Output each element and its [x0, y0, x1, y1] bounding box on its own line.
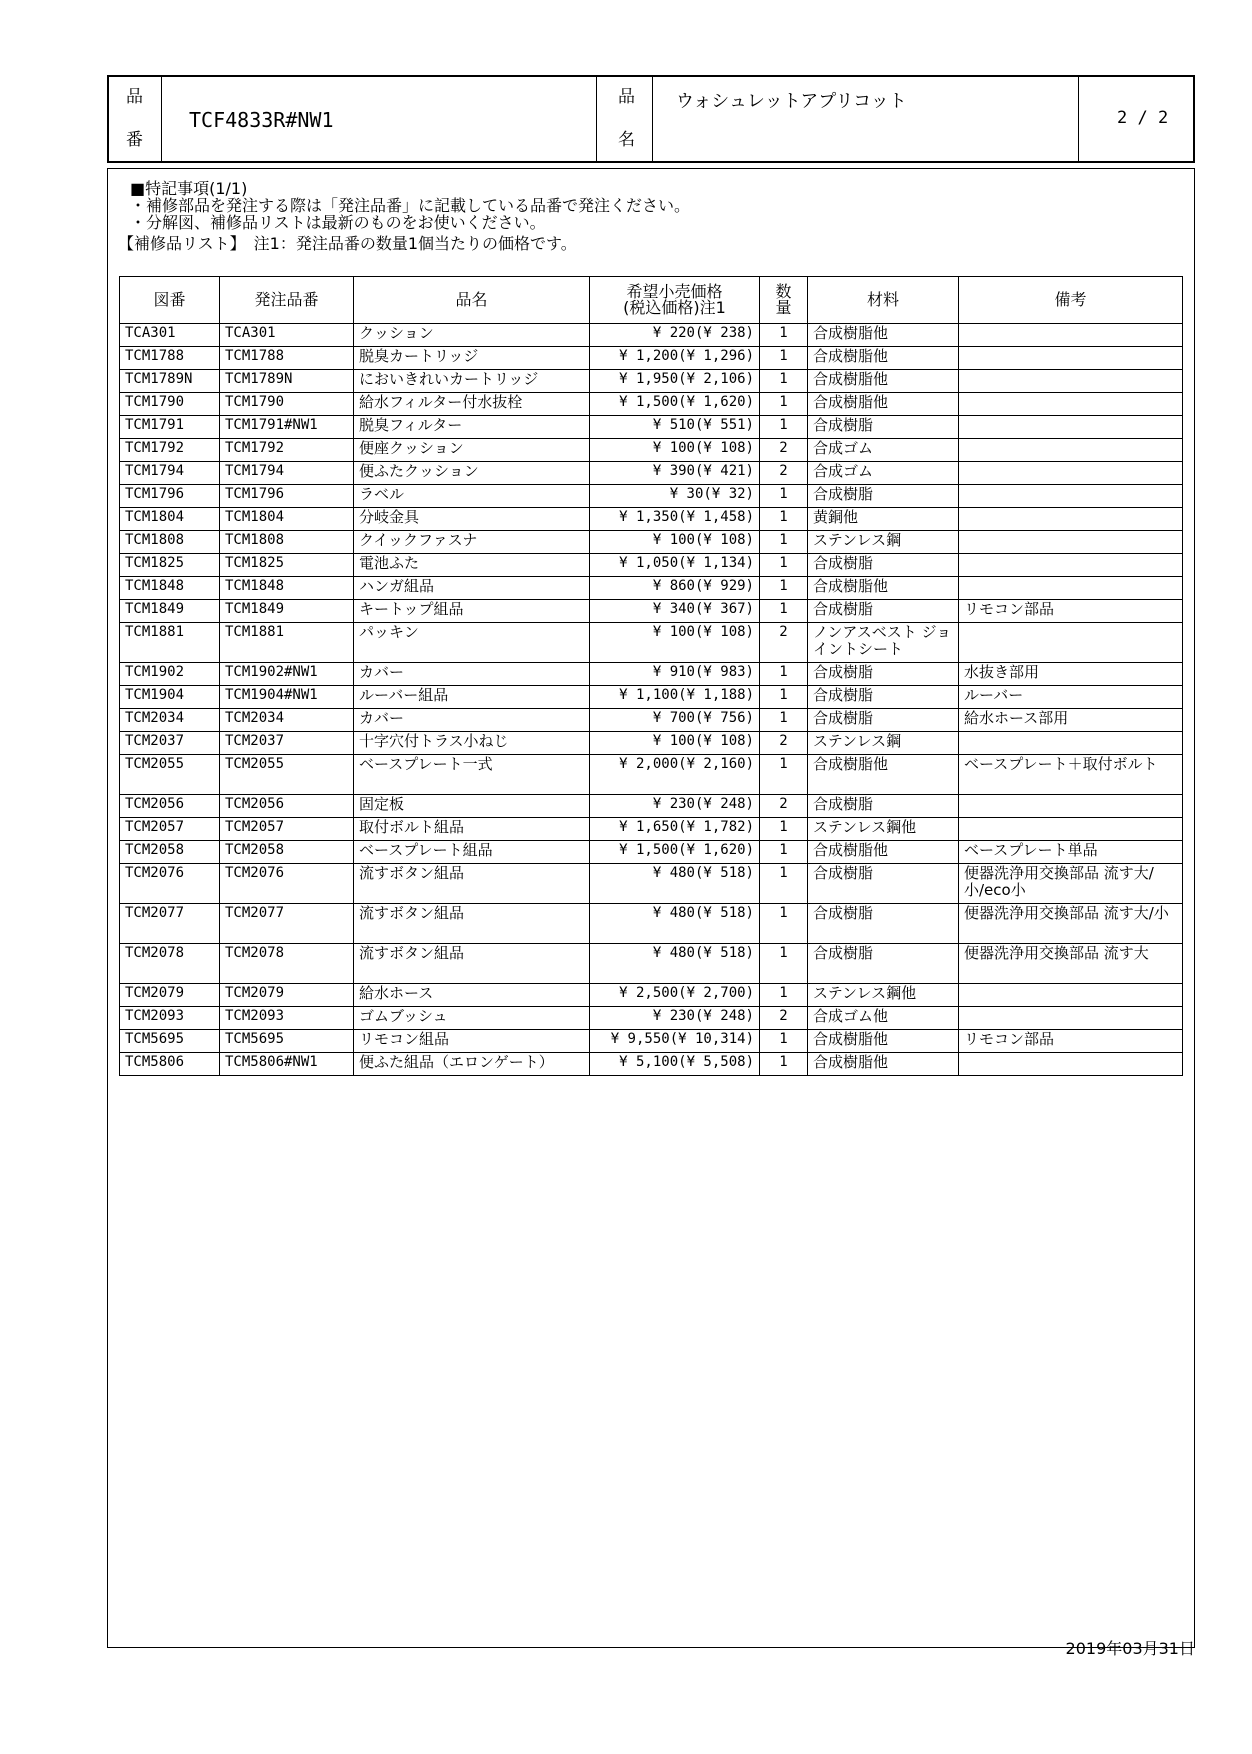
cell-material: ステンレス鋼: [808, 531, 959, 554]
cell-price: ¥ 1,650(¥ 1,782): [590, 818, 760, 841]
table-header-row: [120, 277, 1183, 324]
table-row: [120, 795, 1183, 818]
cell-qty: 2: [760, 1007, 808, 1030]
cell-material: 合成樹脂他: [808, 577, 959, 600]
cell-part-name: 十字穴付トラス小ねじ: [354, 732, 590, 755]
table-row: [120, 439, 1183, 462]
cell-remarks: リモコン部品: [959, 600, 1183, 623]
cell-fig-no: TCM1902: [120, 663, 220, 686]
cell-price: ¥ 480(¥ 518): [590, 864, 760, 904]
cell-remarks: [959, 439, 1183, 462]
table-row: [120, 818, 1183, 841]
cell-fig-no: TCM2076: [120, 864, 220, 904]
cell-price: ¥ 390(¥ 421): [590, 462, 760, 485]
name-label-1: 品: [618, 87, 635, 107]
cell-price: ¥ 700(¥ 756): [590, 709, 760, 732]
cell-remarks: [959, 370, 1183, 393]
header-part-name: 品名: [354, 277, 590, 324]
cell-qty: 1: [760, 416, 808, 439]
part-no-label-2: 番: [126, 130, 143, 150]
cell-part-name: ゴムブッシュ: [354, 1007, 590, 1030]
cell-material: 合成樹脂他: [808, 370, 959, 393]
cell-remarks: [959, 732, 1183, 755]
table-row: [120, 984, 1183, 1007]
cell-material: 合成樹脂他: [808, 324, 959, 347]
cell-material: ステンレス鋼他: [808, 818, 959, 841]
cell-material: 合成樹脂: [808, 864, 959, 904]
cell-material: 合成ゴム: [808, 462, 959, 485]
header-fig-no: 図番: [120, 277, 220, 324]
cell-order-no: TCM1794: [220, 462, 354, 485]
table-row: [120, 600, 1183, 623]
cell-qty: 1: [760, 485, 808, 508]
cell-order-no: TCM2034: [220, 709, 354, 732]
cell-qty: 1: [760, 508, 808, 531]
part-number: TCF4833R#NW1: [189, 108, 334, 132]
header-remarks: 備考: [959, 277, 1183, 324]
cell-material: 合成ゴム: [808, 439, 959, 462]
cell-material: 合成樹脂: [808, 600, 959, 623]
cell-remarks: [959, 485, 1183, 508]
cell-remarks: リモコン部品: [959, 1030, 1183, 1053]
cell-order-no: TCM1789N: [220, 370, 354, 393]
header-price: 希望小売価格 (税込価格)注1: [590, 277, 760, 324]
cell-fig-no: TCM1904: [120, 686, 220, 709]
cell-qty: 1: [760, 864, 808, 904]
cell-fig-no: TCM1792: [120, 439, 220, 462]
cell-qty: 1: [760, 370, 808, 393]
cell-remarks: [959, 984, 1183, 1007]
cell-qty: 1: [760, 347, 808, 370]
cell-part-name: キートップ組品: [354, 600, 590, 623]
cell-fig-no: TCM5695: [120, 1030, 220, 1053]
cell-remarks: [959, 393, 1183, 416]
cell-material: 合成樹脂: [808, 709, 959, 732]
cell-price: ¥ 2,500(¥ 2,700): [590, 984, 760, 1007]
notes-title: ■特記事項(1/1): [130, 179, 248, 198]
cell-price: ¥ 30(¥ 32): [590, 485, 760, 508]
cell-material: 合成樹脂: [808, 686, 959, 709]
cell-order-no: TCM2076: [220, 864, 354, 904]
name-label-2: 名: [618, 130, 635, 150]
cell-part-name: クッション: [354, 324, 590, 347]
cell-material: 黄銅他: [808, 508, 959, 531]
cell-fig-no: TCM2058: [120, 841, 220, 864]
cell-remarks: 水抜き部用: [959, 663, 1183, 686]
cell-part-name: 電池ふた: [354, 554, 590, 577]
cell-fig-no: TCM1794: [120, 462, 220, 485]
cell-order-no: TCM1790: [220, 393, 354, 416]
cell-remarks: [959, 795, 1183, 818]
cell-price: ¥ 510(¥ 551): [590, 416, 760, 439]
cell-order-no: TCM2056: [220, 795, 354, 818]
cell-fig-no: TCM2093: [120, 1007, 220, 1030]
cell-fig-no: TCM2079: [120, 984, 220, 1007]
cell-material: 合成樹脂: [808, 663, 959, 686]
cell-qty: 1: [760, 1053, 808, 1076]
cell-part-name: 給水ホース: [354, 984, 590, 1007]
table-row: [120, 663, 1183, 686]
cell-fig-no: TCM1804: [120, 508, 220, 531]
cell-price: ¥ 2,000(¥ 2,160): [590, 755, 760, 795]
cell-part-name: 取付ボルト組品: [354, 818, 590, 841]
cell-material: 合成樹脂他: [808, 1053, 959, 1076]
cell-material: 合成樹脂他: [808, 393, 959, 416]
table-row: [120, 347, 1183, 370]
cell-price: ¥ 340(¥ 367): [590, 600, 760, 623]
cell-qty: 2: [760, 732, 808, 755]
table-row: [120, 904, 1183, 944]
cell-fig-no: TCM2037: [120, 732, 220, 755]
cell-remarks: [959, 1007, 1183, 1030]
cell-qty: 2: [760, 795, 808, 818]
cell-order-no: TCM1825: [220, 554, 354, 577]
cell-material: 合成樹脂他: [808, 347, 959, 370]
cell-qty: 2: [760, 462, 808, 485]
cell-remarks: [959, 1053, 1183, 1076]
cell-fig-no: TCM2034: [120, 709, 220, 732]
table-row: [120, 732, 1183, 755]
cell-price: ¥ 860(¥ 929): [590, 577, 760, 600]
header-material: 材料: [808, 277, 959, 324]
cell-price: ¥ 1,950(¥ 2,106): [590, 370, 760, 393]
cell-fig-no: TCM1791: [120, 416, 220, 439]
cell-price: ¥ 1,350(¥ 1,458): [590, 508, 760, 531]
cell-qty: 1: [760, 984, 808, 1007]
cell-order-no: TCM2037: [220, 732, 354, 755]
cell-order-no: TCM1849: [220, 600, 354, 623]
cell-part-name: 流すボタン組品: [354, 864, 590, 904]
cell-qty: 1: [760, 904, 808, 944]
cell-remarks: [959, 577, 1183, 600]
cell-order-no: TCM1848: [220, 577, 354, 600]
cell-fig-no: TCM1881: [120, 623, 220, 663]
table-row: [120, 864, 1183, 904]
cell-part-name: パッキン: [354, 623, 590, 663]
cell-fig-no: TCM2057: [120, 818, 220, 841]
cell-qty: 2: [760, 439, 808, 462]
cell-qty: 1: [760, 818, 808, 841]
cell-price: ¥ 1,500(¥ 1,620): [590, 393, 760, 416]
cell-order-no: TCM1804: [220, 508, 354, 531]
cell-material: ステンレス鋼他: [808, 984, 959, 1007]
cell-part-name: ハンガ組品: [354, 577, 590, 600]
cell-part-name: 便座クッション: [354, 439, 590, 462]
cell-order-no: TCM5695: [220, 1030, 354, 1053]
cell-qty: 1: [760, 554, 808, 577]
cell-remarks: [959, 324, 1183, 347]
cell-order-no: TCM2058: [220, 841, 354, 864]
issue-date: 2019年03月31日: [1065, 1639, 1195, 1658]
cell-price: ¥ 100(¥ 108): [590, 732, 760, 755]
cell-fig-no: TCM2056: [120, 795, 220, 818]
table-row: [120, 485, 1183, 508]
cell-order-no: TCM1808: [220, 531, 354, 554]
cell-price: ¥ 1,500(¥ 1,620): [590, 841, 760, 864]
cell-fig-no: TCM1825: [120, 554, 220, 577]
cell-fig-no: TCA301: [120, 324, 220, 347]
cell-order-no: TCM5806#NW1: [220, 1053, 354, 1076]
cell-price: ¥ 1,200(¥ 1,296): [590, 347, 760, 370]
cell-part-name: リモコン組品: [354, 1030, 590, 1053]
cell-fig-no: TCM2055: [120, 755, 220, 795]
cell-part-name: カバー: [354, 709, 590, 732]
cell-remarks: ベースプレート単品: [959, 841, 1183, 864]
cell-order-no: TCM1881: [220, 623, 354, 663]
cell-qty: 1: [760, 686, 808, 709]
header-order-no: 発注品番: [220, 277, 354, 324]
table-row: [120, 755, 1183, 795]
cell-material: 合成樹脂他: [808, 755, 959, 795]
cell-fig-no: TCM2078: [120, 944, 220, 984]
cell-order-no: TCM1796: [220, 485, 354, 508]
cell-price: ¥ 5,100(¥ 5,508): [590, 1053, 760, 1076]
cell-qty: 1: [760, 1030, 808, 1053]
cell-remarks: [959, 623, 1183, 663]
cell-fig-no: TCM5806: [120, 1053, 220, 1076]
cell-part-name: ベースプレート組品: [354, 841, 590, 864]
cell-part-name: 固定板: [354, 795, 590, 818]
table-row: [120, 416, 1183, 439]
cell-price: ¥ 100(¥ 108): [590, 531, 760, 554]
cell-order-no: TCM1902#NW1: [220, 663, 354, 686]
cell-price: ¥ 480(¥ 518): [590, 944, 760, 984]
cell-fig-no: TCM2077: [120, 904, 220, 944]
cell-part-name: においきれいカートリッジ: [354, 370, 590, 393]
cell-material: 合成樹脂他: [808, 1030, 959, 1053]
cell-qty: 2: [760, 623, 808, 663]
cell-fig-no: TCM1848: [120, 577, 220, 600]
cell-fig-no: TCM1788: [120, 347, 220, 370]
cell-part-name: カバー: [354, 663, 590, 686]
cell-fig-no: TCM1789N: [120, 370, 220, 393]
table-row: [120, 623, 1183, 663]
cell-qty: 1: [760, 841, 808, 864]
cell-remarks: [959, 416, 1183, 439]
cell-qty: 1: [760, 531, 808, 554]
cell-remarks: 便器洗浄用交換部品 流す大/小/eco小: [959, 864, 1183, 904]
cell-price: ¥ 100(¥ 108): [590, 623, 760, 663]
table-row: [120, 324, 1183, 347]
table-row: [120, 1007, 1183, 1030]
cell-part-name: 流すボタン組品: [354, 944, 590, 984]
parts-list-heading: 【補修品リスト】 注1：発注品番の数量1個当たりの価格です。: [118, 234, 577, 253]
cell-part-name: 脱臭カートリッジ: [354, 347, 590, 370]
cell-price: ¥ 910(¥ 983): [590, 663, 760, 686]
cell-part-name: ルーバー組品: [354, 686, 590, 709]
part-no-label-1: 品: [126, 87, 143, 107]
cell-remarks: ベースプレート＋取付ボルト: [959, 755, 1183, 795]
cell-remarks: [959, 818, 1183, 841]
cell-material: 合成樹脂: [808, 416, 959, 439]
cell-qty: 1: [760, 663, 808, 686]
cell-remarks: [959, 508, 1183, 531]
cell-qty: 1: [760, 324, 808, 347]
cell-material: 合成樹脂: [808, 904, 959, 944]
table-row: [120, 1030, 1183, 1053]
cell-qty: 1: [760, 944, 808, 984]
cell-part-name: ベースプレート一式: [354, 755, 590, 795]
notes-line-2: ・分解図、補修品リストは最新のものをお使いください。: [130, 213, 546, 232]
header-box: [107, 75, 1195, 163]
cell-order-no: TCM1788: [220, 347, 354, 370]
parts-table: [119, 276, 1183, 1076]
page-number: 2 / 2: [1117, 108, 1169, 128]
table-row: [120, 393, 1183, 416]
cell-part-name: 脱臭フィルター: [354, 416, 590, 439]
cell-qty: 1: [760, 600, 808, 623]
cell-remarks: 給水ホース部用: [959, 709, 1183, 732]
cell-part-name: 便ふたクッション: [354, 462, 590, 485]
cell-order-no: TCM2057: [220, 818, 354, 841]
cell-material: 合成樹脂: [808, 795, 959, 818]
notes-line-1: ・補修部品を発注する際は「発注品番」に記載している品番で発注ください。: [130, 196, 691, 215]
table-row: [120, 577, 1183, 600]
cell-order-no: TCM2093: [220, 1007, 354, 1030]
table-row: [120, 686, 1183, 709]
cell-material: 合成樹脂: [808, 485, 959, 508]
cell-price: ¥ 1,050(¥ 1,134): [590, 554, 760, 577]
table-row: [120, 370, 1183, 393]
cell-price: ¥ 9,550(¥ 10,314): [590, 1030, 760, 1053]
cell-order-no: TCM2077: [220, 904, 354, 944]
table-row: [120, 531, 1183, 554]
cell-part-name: ラベル: [354, 485, 590, 508]
cell-part-name: 分岐金具: [354, 508, 590, 531]
cell-material: 合成ゴム他: [808, 1007, 959, 1030]
table-row: [120, 1053, 1183, 1076]
cell-material: 合成樹脂: [808, 554, 959, 577]
cell-remarks: [959, 347, 1183, 370]
cell-order-no: TCM1792: [220, 439, 354, 462]
cell-order-no: TCM1904#NW1: [220, 686, 354, 709]
cell-remarks: 便器洗浄用交換部品 流す大/小: [959, 904, 1183, 944]
cell-material: 合成樹脂他: [808, 841, 959, 864]
cell-remarks: 便器洗浄用交換部品 流す大: [959, 944, 1183, 984]
cell-order-no: TCM2055: [220, 755, 354, 795]
table-row: [120, 554, 1183, 577]
cell-fig-no: TCM1790: [120, 393, 220, 416]
cell-fig-no: TCM1849: [120, 600, 220, 623]
table-row: [120, 462, 1183, 485]
cell-price: ¥ 230(¥ 248): [590, 795, 760, 818]
table-row: [120, 709, 1183, 732]
cell-order-no: TCM1791#NW1: [220, 416, 354, 439]
product-name: ウォシュレットアプリコット: [676, 91, 907, 112]
special-notes: [118, 180, 690, 252]
table-row: [120, 944, 1183, 984]
cell-remarks: [959, 531, 1183, 554]
cell-remarks: ルーバー: [959, 686, 1183, 709]
cell-material: ステンレス鋼: [808, 732, 959, 755]
cell-price: ¥ 100(¥ 108): [590, 439, 760, 462]
cell-fig-no: TCM1796: [120, 485, 220, 508]
cell-price: ¥ 1,100(¥ 1,188): [590, 686, 760, 709]
cell-qty: 1: [760, 709, 808, 732]
cell-price: ¥ 480(¥ 518): [590, 904, 760, 944]
cell-price: ¥ 220(¥ 238): [590, 324, 760, 347]
cell-part-name: 流すボタン組品: [354, 904, 590, 944]
cell-part-name: クイックファスナ: [354, 531, 590, 554]
cell-price: ¥ 230(¥ 248): [590, 1007, 760, 1030]
cell-qty: 1: [760, 577, 808, 600]
cell-order-no: TCA301: [220, 324, 354, 347]
cell-order-no: TCM2079: [220, 984, 354, 1007]
cell-material: 合成樹脂: [808, 944, 959, 984]
cell-part-name: 便ふた組品（エロンゲート）: [354, 1053, 590, 1076]
cell-order-no: TCM2078: [220, 944, 354, 984]
header-qty: 数 量: [760, 277, 808, 324]
table-row: [120, 508, 1183, 531]
cell-fig-no: TCM1808: [120, 531, 220, 554]
cell-qty: 1: [760, 755, 808, 795]
cell-material: ノンアスベスト ジョイントシート: [808, 623, 959, 663]
cell-remarks: [959, 554, 1183, 577]
cell-remarks: [959, 462, 1183, 485]
cell-part-name: 給水フィルター付水抜栓: [354, 393, 590, 416]
cell-qty: 1: [760, 393, 808, 416]
table-row: [120, 841, 1183, 864]
